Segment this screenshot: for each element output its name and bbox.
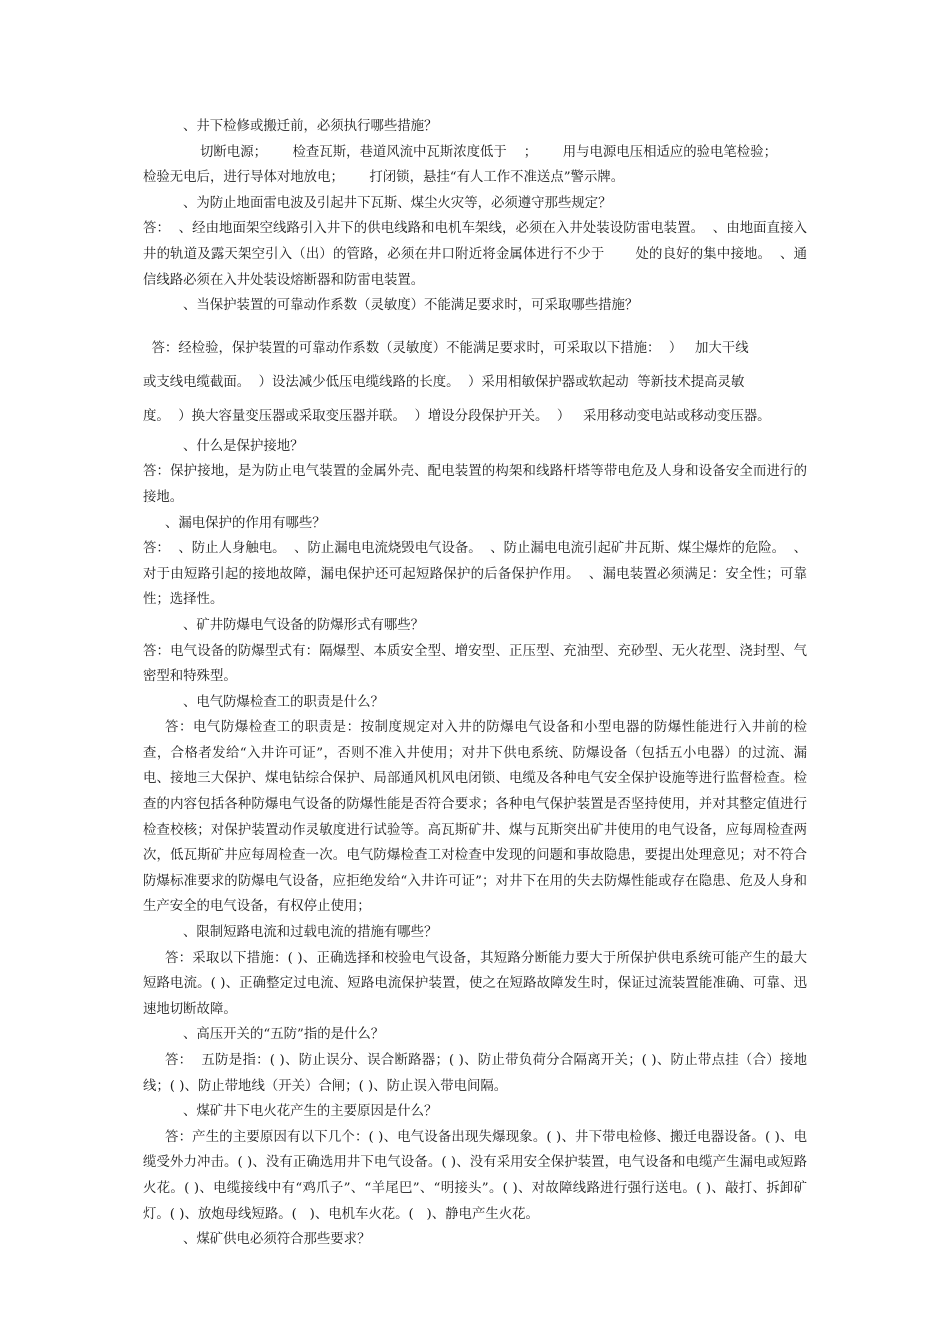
answer-1-line-2: 检验无电后，进行导体对地放电； 打闭锁，悬挂“有人工作不准送点”警示牌。 — [143, 170, 625, 186]
answer-5: 答： 、防止人身触电。 、防止漏电电流烧毁电气设备。 、防止漏电电流引起矿井瓦斯、煤尘爆炸的危险。 、对于由短路引起的接地故障，漏电保护还可起短路保护的后备保护作用。 、漏电装置必须满足：安全性；可靠性；选择性。 — [143, 541, 807, 608]
question-3: 、当保护装置的可靠动作系数（灵敏度）不能满足要求时，可采取哪些措施？ — [183, 298, 639, 314]
question-10: 、煤矿井下电火花产生的主要原因是什么？ — [183, 1104, 438, 1120]
answer-10: 答：产生的主要原因有以下几个：( )、电气设备出现失爆现象。( )、井下带电检修、搬迁电器设备。( )、电缆受外力冲击。( )、没有正确选用井下电气设备。( )、没有采用安全保护装置，电气设备和电缆产生漏电或短路火花。( )、电缆接线中有“鸡爪子”、“羊尾巴”、“明接头”。( )、对故障线路进行强行送电。( )、敲打、拆卸矿灯。( )、放炮母线短路。( )、电机车火花。( )、静电产生火花。 — [143, 1129, 807, 1222]
answer-6: 答：电气设备的防爆型式有：隔爆型、本质安全型、增安型、正压型、充油型、充砂型、无火花型、浇封型、气密型和特殊型。 — [143, 643, 807, 685]
question-2: 、为防止地面雷电波及引起井下瓦斯、煤尘火灾等，必须遵守那些规定？ — [183, 195, 612, 211]
answer-3-line-2: 或支线电缆截面。 ）设法减少低压电缆线路的长度。 ）采用相敏保护器或软起动 等新技术提高灵敏 — [143, 374, 745, 390]
answer-2: 答： 、经由地面架空线路引入井下的供电线路和电机车架线，必须在入井处装设防雷电装置。 、由地面直接入井的轨道及露天架空引入（出）的管路，必须在井口附近将金属体进行不少于 处的良好的集中接地。 、通信线路必须在入井处装设熔断器和防雷电装置。 — [143, 221, 807, 288]
answer-4: 答：保护接地，是为防止电气装置的金属外壳、配电装置的构架和线路杆塔等带电危及人身和设备安全而进行的接地。 — [143, 464, 807, 505]
question-7: 、电气防爆检查工的职责是什么？ — [183, 694, 384, 710]
answer-3-line-1: 答：经检验，保护装置的可靠动作系数（灵敏度）不能满足要求时，可采取以下措施： ） 加大干线 — [143, 340, 749, 356]
answer-7: 答：电气防爆检查工的职责是：按制度规定对入井的防爆电气设备和小型电器的防爆性能进行入井前的检查，合格者发给“入井许可证”，否则不准入井使用；对井下供电系统、防爆设备（包括五小电器）的过流、漏电、接地三大保护、煤电钻综合保护、局部通风机风电闭锁、电缆及各种电气安全保护设施等进行监督检查。检查的内容包括各种防爆电气设备的防爆性能是否符合要求；各种电气保护装置是否坚持使用，并对其整定值进行检查校核；对保护装置动作灵敏度进行试验等。高瓦斯矿井、煤与瓦斯突出矿井使用的电气设备，应每周检查两次，低瓦斯矿井应每周检查一次。电气防爆检查工对检查中发现的问题和事故隐患，要提出处理意见；对不符合防爆标准要求的防爆电气设备，应拒绝发给“入井许可证”；对井下在用的失去防爆性能或存在隐患、危及人身和生产安全的电气设备，有权停止使用； — [143, 720, 807, 915]
answer-8: 答：采取以下措施：( )、正确选择和校验电气设备，其短路分断能力要大于所保护供电系统可能产生的最大短路电流。( )、正确整定过电流、短路电流保护装置，使之在短路故障发生时，保证过流装置能准确、可靠、迅速地切断故障。 — [143, 950, 807, 1017]
document-body — [143, 114, 807, 1253]
question-6: 、矿井防爆电气设备的防爆形式有哪些？ — [183, 617, 425, 633]
answer-1-line-1: 切断电源； 检查瓦斯，巷道风流中瓦斯浓度低于 ； 用与电源电压相适应的验电笔检验； — [183, 144, 777, 160]
spacer — [143, 319, 807, 332]
question-11: 、煤矿供电必须符合那些要求？ — [183, 1232, 371, 1248]
answer-3-line-3: 度。 ）换大容量变压器或采取变压器并联。 ）增设分段保护开关。 ） 采用移动变电站或移动变压器。 — [143, 408, 771, 424]
question-1: 、井下检修或搬迁前，必须执行哪些措施？ — [183, 119, 438, 134]
question-4: 、什么是保护接地？ — [183, 438, 304, 454]
question-5: 、漏电保护的作用有哪些？ — [165, 515, 326, 531]
question-9: 、高压开关的“五防”指的是什么？ — [183, 1027, 385, 1043]
answer-9: 答： 五防是指：( )、防止误分、误合断路器；( )、防止带负荷分合隔离开关；( )、防止带点挂（合）接地线；( )、防止带地线（开关）合闸；( )、防止误入带电间隔。 — [143, 1053, 807, 1094]
question-8: 、限制短路电流和过载电流的措施有哪些？ — [183, 925, 438, 941]
